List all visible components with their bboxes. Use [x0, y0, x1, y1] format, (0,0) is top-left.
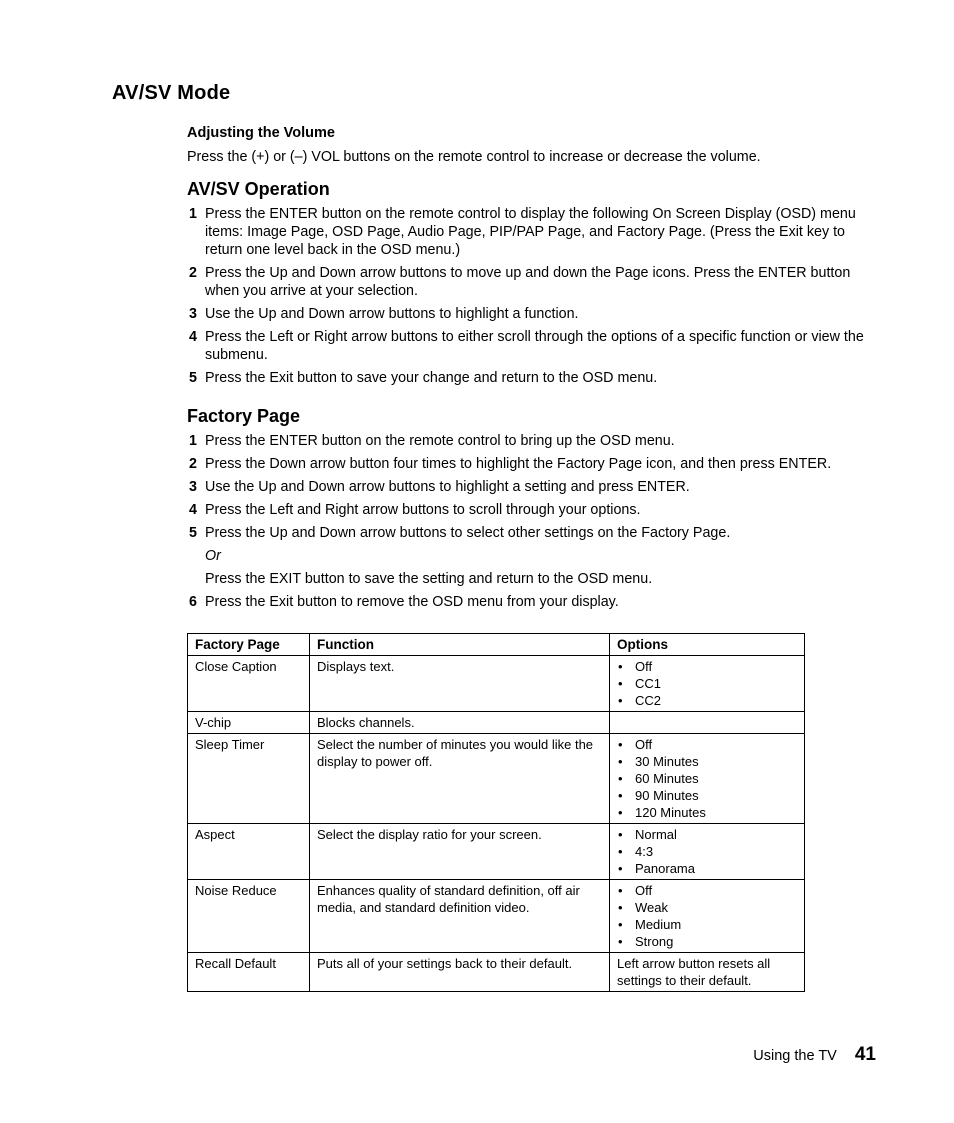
cell-function: Puts all of your settings back to their default. [310, 953, 610, 992]
step-text: Use the Up and Down arrow buttons to highlight a function. [205, 306, 579, 322]
operation-step [187, 328, 877, 364]
factory-step [187, 478, 877, 496]
cell-options [610, 712, 805, 734]
step-number: 5 [189, 370, 197, 386]
operation-heading: AV/SV Operation [187, 179, 330, 199]
step-text: Press the ENTER button on the remote control to display the following On Screen Display (OSD) menu items: Image Page, OSD Page, Audio Page, PIP/PAP Page, and Factory Page. (Press the Exit key to return one level back in the OSD menu.) [205, 206, 856, 258]
step-text: Press the Down arrow button four times to highlight the Factory Page icon, and then press ENTER. [205, 456, 832, 472]
cell-options [610, 734, 805, 824]
factory-steps [187, 432, 877, 611]
step-text: Press the Exit button to remove the OSD menu from your display. [205, 594, 619, 610]
page-title: AV/SV Mode [112, 82, 231, 104]
step-or: Or [205, 548, 221, 564]
operation-steps [187, 205, 877, 387]
option-item: • Normal [617, 826, 797, 843]
options-list [617, 736, 797, 821]
option-item: • 90 Minutes [617, 787, 797, 804]
step-text: Press the ENTER button on the remote control to bring up the OSD menu. [205, 433, 675, 449]
step-text: Press the Up and Down arrow buttons to select other settings on the Factory Page. [205, 525, 731, 541]
option-item: • Weak [617, 899, 797, 916]
cell-options [610, 880, 805, 953]
step-continuation: Press the EXIT button to save the setting and return to the OSD menu. [205, 571, 653, 587]
step-text: Use the Up and Down arrow buttons to highlight a setting and press ENTER. [205, 479, 690, 495]
cell-function: Enhances quality of standard definition, off air media, and standard definition video. [310, 880, 610, 953]
step-number: 4 [189, 502, 197, 518]
option-item: • Off [617, 882, 797, 899]
step-text: Press the Left or Right arrow buttons to either scroll through the options of a specific function or view the submenu. [205, 329, 864, 363]
option-item: • 60 Minutes [617, 770, 797, 787]
step-number: 3 [189, 306, 197, 322]
option-item: • Off [617, 658, 797, 675]
factory-step [187, 593, 877, 611]
table-header-row [188, 634, 805, 656]
cell-factory-page: Recall Default [188, 953, 310, 992]
option-item: • Off [617, 736, 797, 753]
option-item: • 4:3 [617, 843, 797, 860]
options-list [617, 882, 797, 950]
step-number: 3 [189, 479, 197, 495]
page-footer [753, 1044, 876, 1066]
operation-step [187, 305, 877, 323]
cell-function: Displays text. [310, 656, 610, 712]
cell-factory-page: Close Caption [188, 656, 310, 712]
step-text: Press the Left and Right arrow buttons to scroll through your options. [205, 502, 641, 518]
footer-section-title: Using the TV [753, 1048, 837, 1064]
table-row [188, 880, 805, 953]
step-number: 2 [189, 456, 197, 472]
cell-function: Select the number of minutes you would like the display to power off. [310, 734, 610, 824]
cell-options [610, 656, 805, 712]
page-content [187, 124, 877, 616]
cell-function: Select the display ratio for your screen. [310, 824, 610, 880]
volume-text: Press the (+) or (–) VOL buttons on the remote control to increase or decrease the volume. [187, 149, 761, 165]
option-item: • Strong [617, 933, 797, 950]
table-row [188, 824, 805, 880]
table-row [188, 734, 805, 824]
cell-options [610, 824, 805, 880]
cell-options: Left arrow button resets all settings to their default. [610, 953, 805, 992]
column-header-factory-page: Factory Page [188, 634, 310, 656]
cell-factory-page: V-chip [188, 712, 310, 734]
column-header-function: Function [310, 634, 610, 656]
factory-step [187, 455, 877, 473]
factory-step [187, 524, 877, 588]
step-text: Press the Exit button to save your change and return to the OSD menu. [205, 370, 658, 386]
table-row [188, 656, 805, 712]
volume-heading: Adjusting the Volume [187, 125, 335, 141]
step-number: 6 [189, 594, 197, 610]
option-item: • 120 Minutes [617, 804, 797, 821]
cell-function: Blocks channels. [310, 712, 610, 734]
option-item: • 30 Minutes [617, 753, 797, 770]
step-number: 2 [189, 265, 197, 281]
factory-step [187, 501, 877, 519]
factory-heading: Factory Page [187, 406, 301, 426]
step-text: Press the Up and Down arrow buttons to move up and down the Page icons. Press the ENTER button when you arrive at your selection. [205, 265, 851, 299]
step-number: 1 [189, 433, 197, 449]
page-number: 41 [854, 1044, 876, 1065]
step-number: 1 [189, 206, 197, 222]
cell-factory-page: Sleep Timer [188, 734, 310, 824]
options-list [617, 658, 797, 709]
operation-step [187, 205, 877, 259]
cell-factory-page: Aspect [188, 824, 310, 880]
option-item: • CC1 [617, 675, 797, 692]
step-number: 4 [189, 329, 197, 345]
options-list [617, 826, 797, 877]
operation-step [187, 264, 877, 300]
factory-step [187, 432, 877, 450]
option-item: • CC2 [617, 692, 797, 709]
step-number: 5 [189, 525, 197, 541]
cell-factory-page: Noise Reduce [188, 880, 310, 953]
column-header-options: Options [610, 634, 805, 656]
option-item: • Panorama [617, 860, 797, 877]
table-row [188, 712, 805, 734]
operation-step [187, 369, 877, 387]
factory-page-table [187, 633, 805, 992]
option-item: • Medium [617, 916, 797, 933]
table-row [188, 953, 805, 992]
